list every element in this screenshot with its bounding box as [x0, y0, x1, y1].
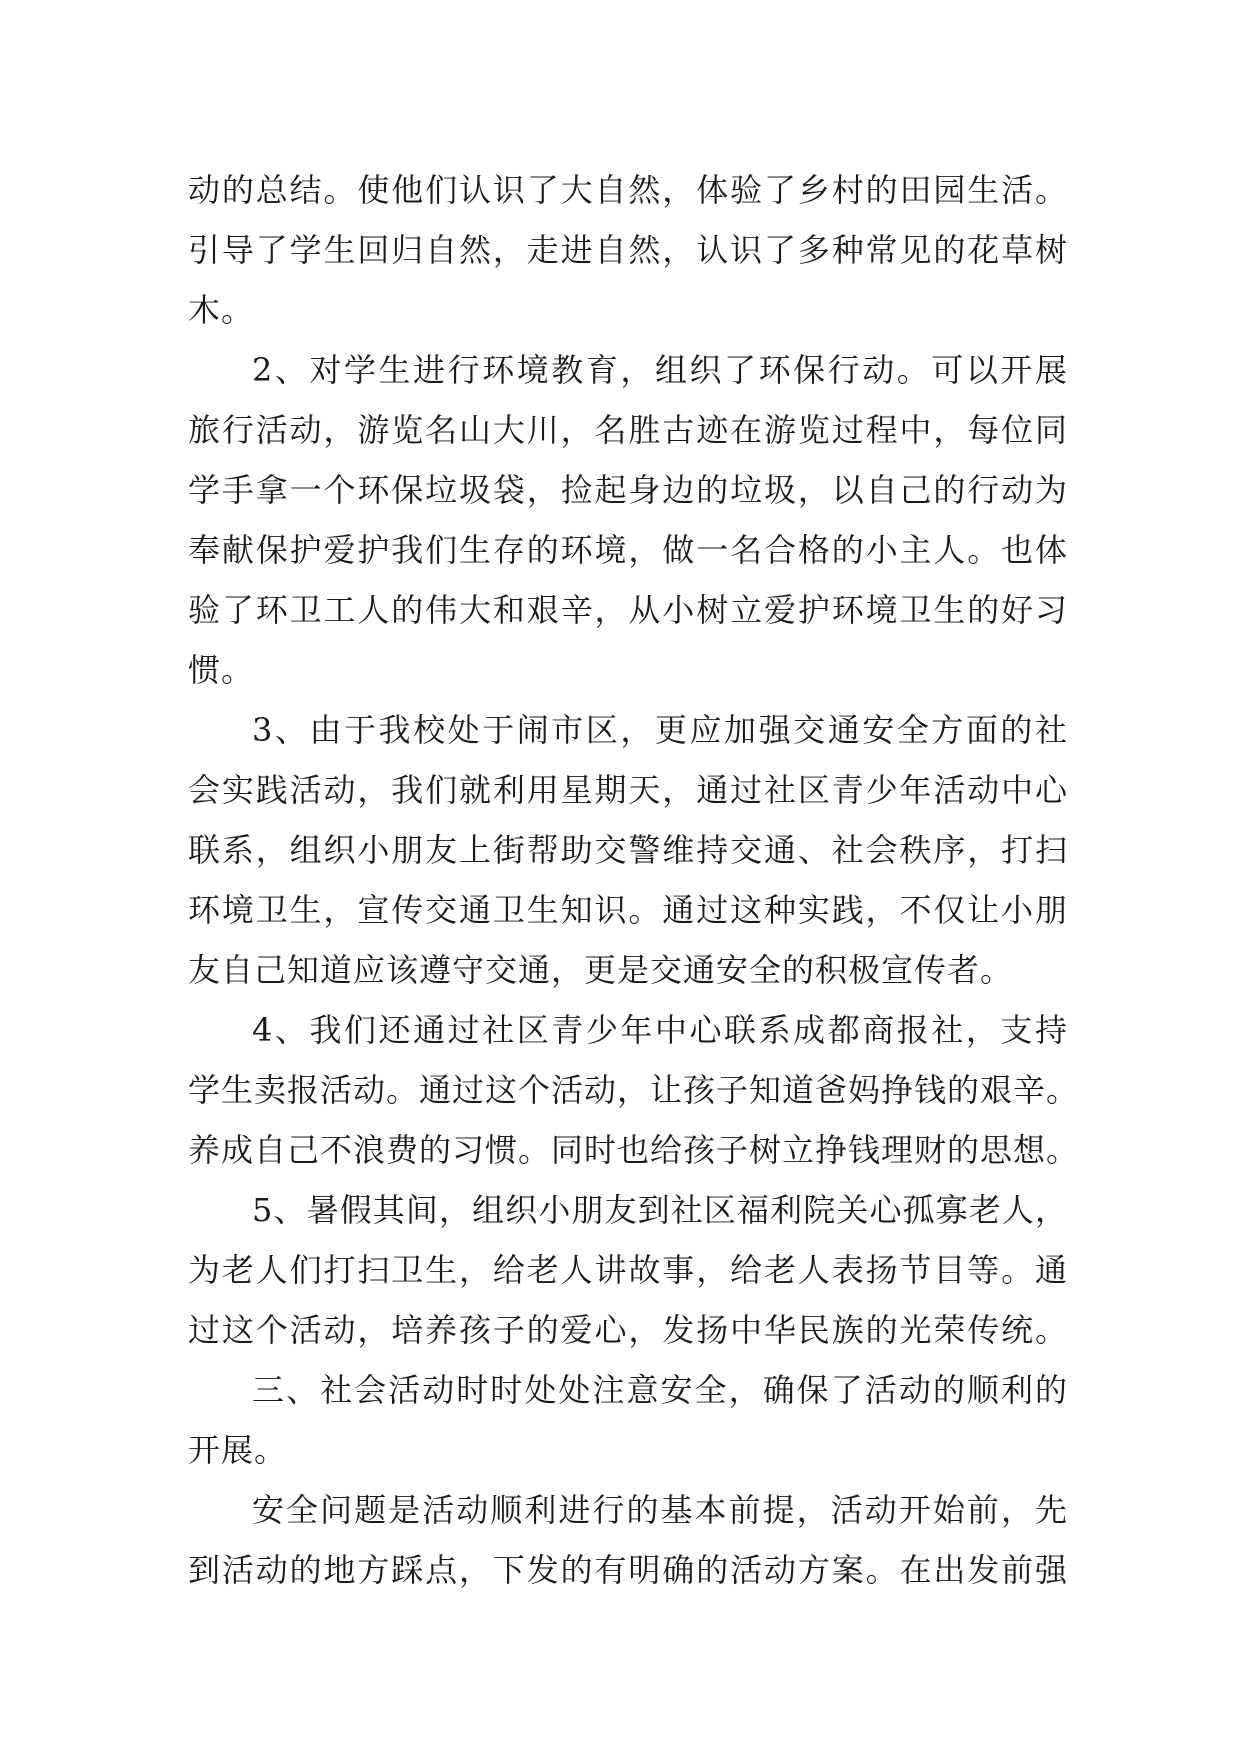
text-line: 4、我们还通过社区青少年中心联系成都商报社，支持	[252, 1011, 1068, 1049]
text-line: 安全问题是活动顺利进行的基本前提，活动开始前，先	[252, 1491, 1068, 1529]
text-line: 引导了学生回归自然，走进自然，认识了多种常见的花草树	[188, 231, 1068, 269]
text-line: 开展。	[188, 1431, 288, 1469]
text-line: 学生卖报活动。通过这个活动，让孩子知道爸妈挣钱的艰辛。	[188, 1071, 1080, 1109]
text-line: 三、社会活动时时处处注意安全，确保了活动的顺利的	[252, 1371, 1068, 1409]
text-line: 会实践活动，我们就利用星期天，通过社区青少年活动中心	[188, 771, 1068, 809]
text-line: 验了环卫工人的伟大和艰辛，从小树立爱护环境卫生的好习	[188, 591, 1068, 629]
text-line: 动的总结。使他们认识了大自然，体验了乡村的田园生活。	[188, 171, 1068, 209]
text-line: 联系，组织小朋友上街帮助交警维持交通、社会秩序，打扫	[188, 831, 1068, 869]
text-line: 养成自己不浪费的习惯。同时也给孩子树立挣钱理财的思想。	[188, 1131, 1080, 1169]
text-line: 过这个活动，培养孩子的爱心，发扬中华民族的光荣传统。	[188, 1311, 1068, 1349]
text-line: 惯。	[188, 651, 255, 689]
text-line: 2、对学生进行环境教育，组织了环保行动。可以开展	[252, 351, 1068, 389]
text-line: 3、由于我校处于闹市区，更应加强交通安全方面的社	[252, 711, 1068, 749]
text-line: 环境卫生，宣传交通卫生知识。通过这种实践，不仅让小朋	[188, 891, 1068, 929]
text-line: 5、暑假其间，组织小朋友到社区福利院关心孤寡老人，	[252, 1191, 1068, 1229]
text-line: 旅行活动，游览名山大川，名胜古迹在游览过程中，每位同	[188, 411, 1068, 449]
text-line: 为老人们打扫卫生，给老人讲故事，给老人表扬节目等。通	[188, 1251, 1068, 1289]
text-line: 到活动的地方踩点，下发的有明确的活动方案。在出发前强	[188, 1551, 1068, 1589]
text-line: 木。	[188, 291, 255, 329]
text-line: 友自己知道应该遵守交通，更是交通安全的积极宣传者。	[188, 951, 1014, 989]
document-body	[188, 160, 1080, 1600]
text-line: 奉献保护爱护我们生存的环境，做一名合格的小主人。也体	[188, 531, 1068, 569]
text-line: 学手拿一个环保垃圾袋，捡起身边的垃圾，以自己的行动为	[188, 471, 1068, 509]
